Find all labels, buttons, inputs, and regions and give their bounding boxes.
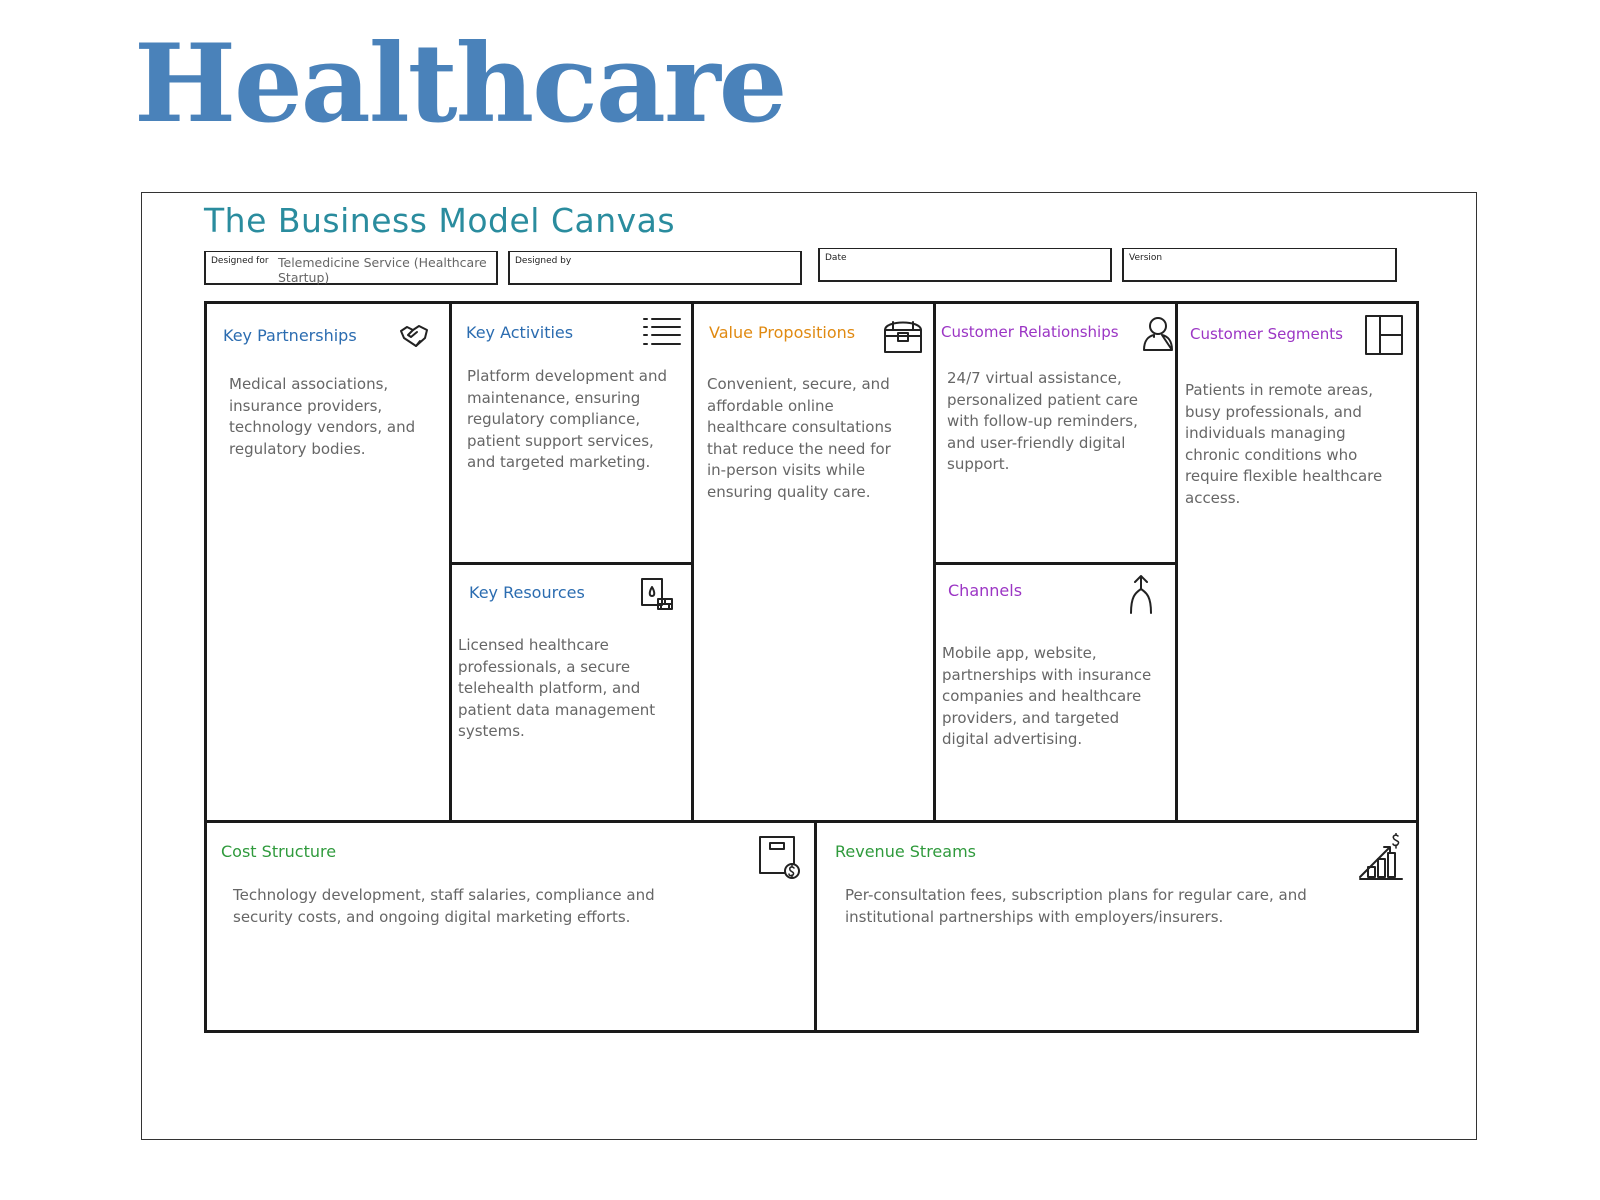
canvas-frame [141,192,1477,1140]
key-partnerships-title: Key Partnerships [223,326,357,345]
cost-structure-block[interactable] [207,820,814,1030]
key-activities-block[interactable] [449,304,691,562]
revenue-chart-icon [1358,833,1404,881]
key-activities-title: Key Activities [466,323,574,342]
customer-relationships-block[interactable] [933,304,1175,562]
key-activities-text: Platform development and maintenance, ensuring regulatory compliance, patient support services, and targeted marketing. [467,367,667,471]
cost-structure-title: Cost Structure [221,842,337,861]
value-propositions-text: Convenient, secure, and affordable online healthcare consultations that reduce the need for in-person visits while ensuring quality care. [707,375,892,501]
customer-relationships-title: Customer Relationships [941,323,1119,341]
version-label: Version [1129,253,1163,263]
customer-relationships-text: 24/7 virtual assistance, personalized patient care with follow-up reminders, and user-friendly digital support. [947,369,1138,473]
canvas-title: The Business Model Canvas [204,201,676,240]
handshake-icon [398,322,430,350]
customer-segments-title: Customer Segments [1190,325,1343,343]
value-propositions-block[interactable] [691,304,933,820]
invoice-dollar-icon [758,835,802,879]
business-model-grid [204,301,1419,1033]
date-field[interactable] [818,248,1112,282]
designed-for-field[interactable] [204,251,498,285]
revenue-streams-block[interactable] [814,820,1416,1030]
customer-segments-block[interactable] [1175,304,1416,820]
checklist-icon [642,316,682,348]
revenue-streams-text: Per-consultation fees, subscription plans for regular care, and institutional partnerships with employers/insurers. [845,886,1307,926]
key-resources-text: Licensed healthcare professionals, a secure telehealth platform, and patient data management systems. [458,636,656,740]
key-partnerships-text: Medical associations, insurance providers, technology vendors, and regulatory bodies. [229,375,416,458]
revenue-streams-title: Revenue Streams [835,842,976,861]
page-title: Healthcare [134,21,786,147]
version-field[interactable] [1122,248,1397,282]
designed-by-field[interactable] [508,251,802,285]
cost-structure-text: Technology development, staff salaries, compliance and security costs, and ongoing digital marketing efforts. [233,886,655,926]
channels-text: Mobile app, website, partnerships with insurance companies and healthcare providers, and targeted digital advertising. [942,644,1152,748]
resources-icon [640,577,674,611]
segments-grid-icon [1364,314,1404,356]
channels-block[interactable] [933,562,1175,820]
person-icon [1141,316,1175,352]
value-propositions-title: Value Propositions [709,323,856,342]
key-partnerships-block[interactable] [207,304,449,820]
split-arrow-icon [1126,573,1156,615]
designed-by-label: Designed by [515,256,572,266]
key-resources-title: Key Resources [469,583,585,602]
designed-for-label: Designed for [211,256,269,266]
channels-title: Channels [948,581,1023,600]
treasure-chest-icon [882,316,924,356]
designed-for-value: Telemedicine Service (Healthcare Startup) [278,255,487,285]
customer-segments-text: Patients in remote areas, busy professionals, and individuals managing chronic conditions who require flexible healthcare access. [1185,381,1383,507]
date-label: Date [825,253,847,263]
key-resources-block[interactable] [449,562,691,820]
